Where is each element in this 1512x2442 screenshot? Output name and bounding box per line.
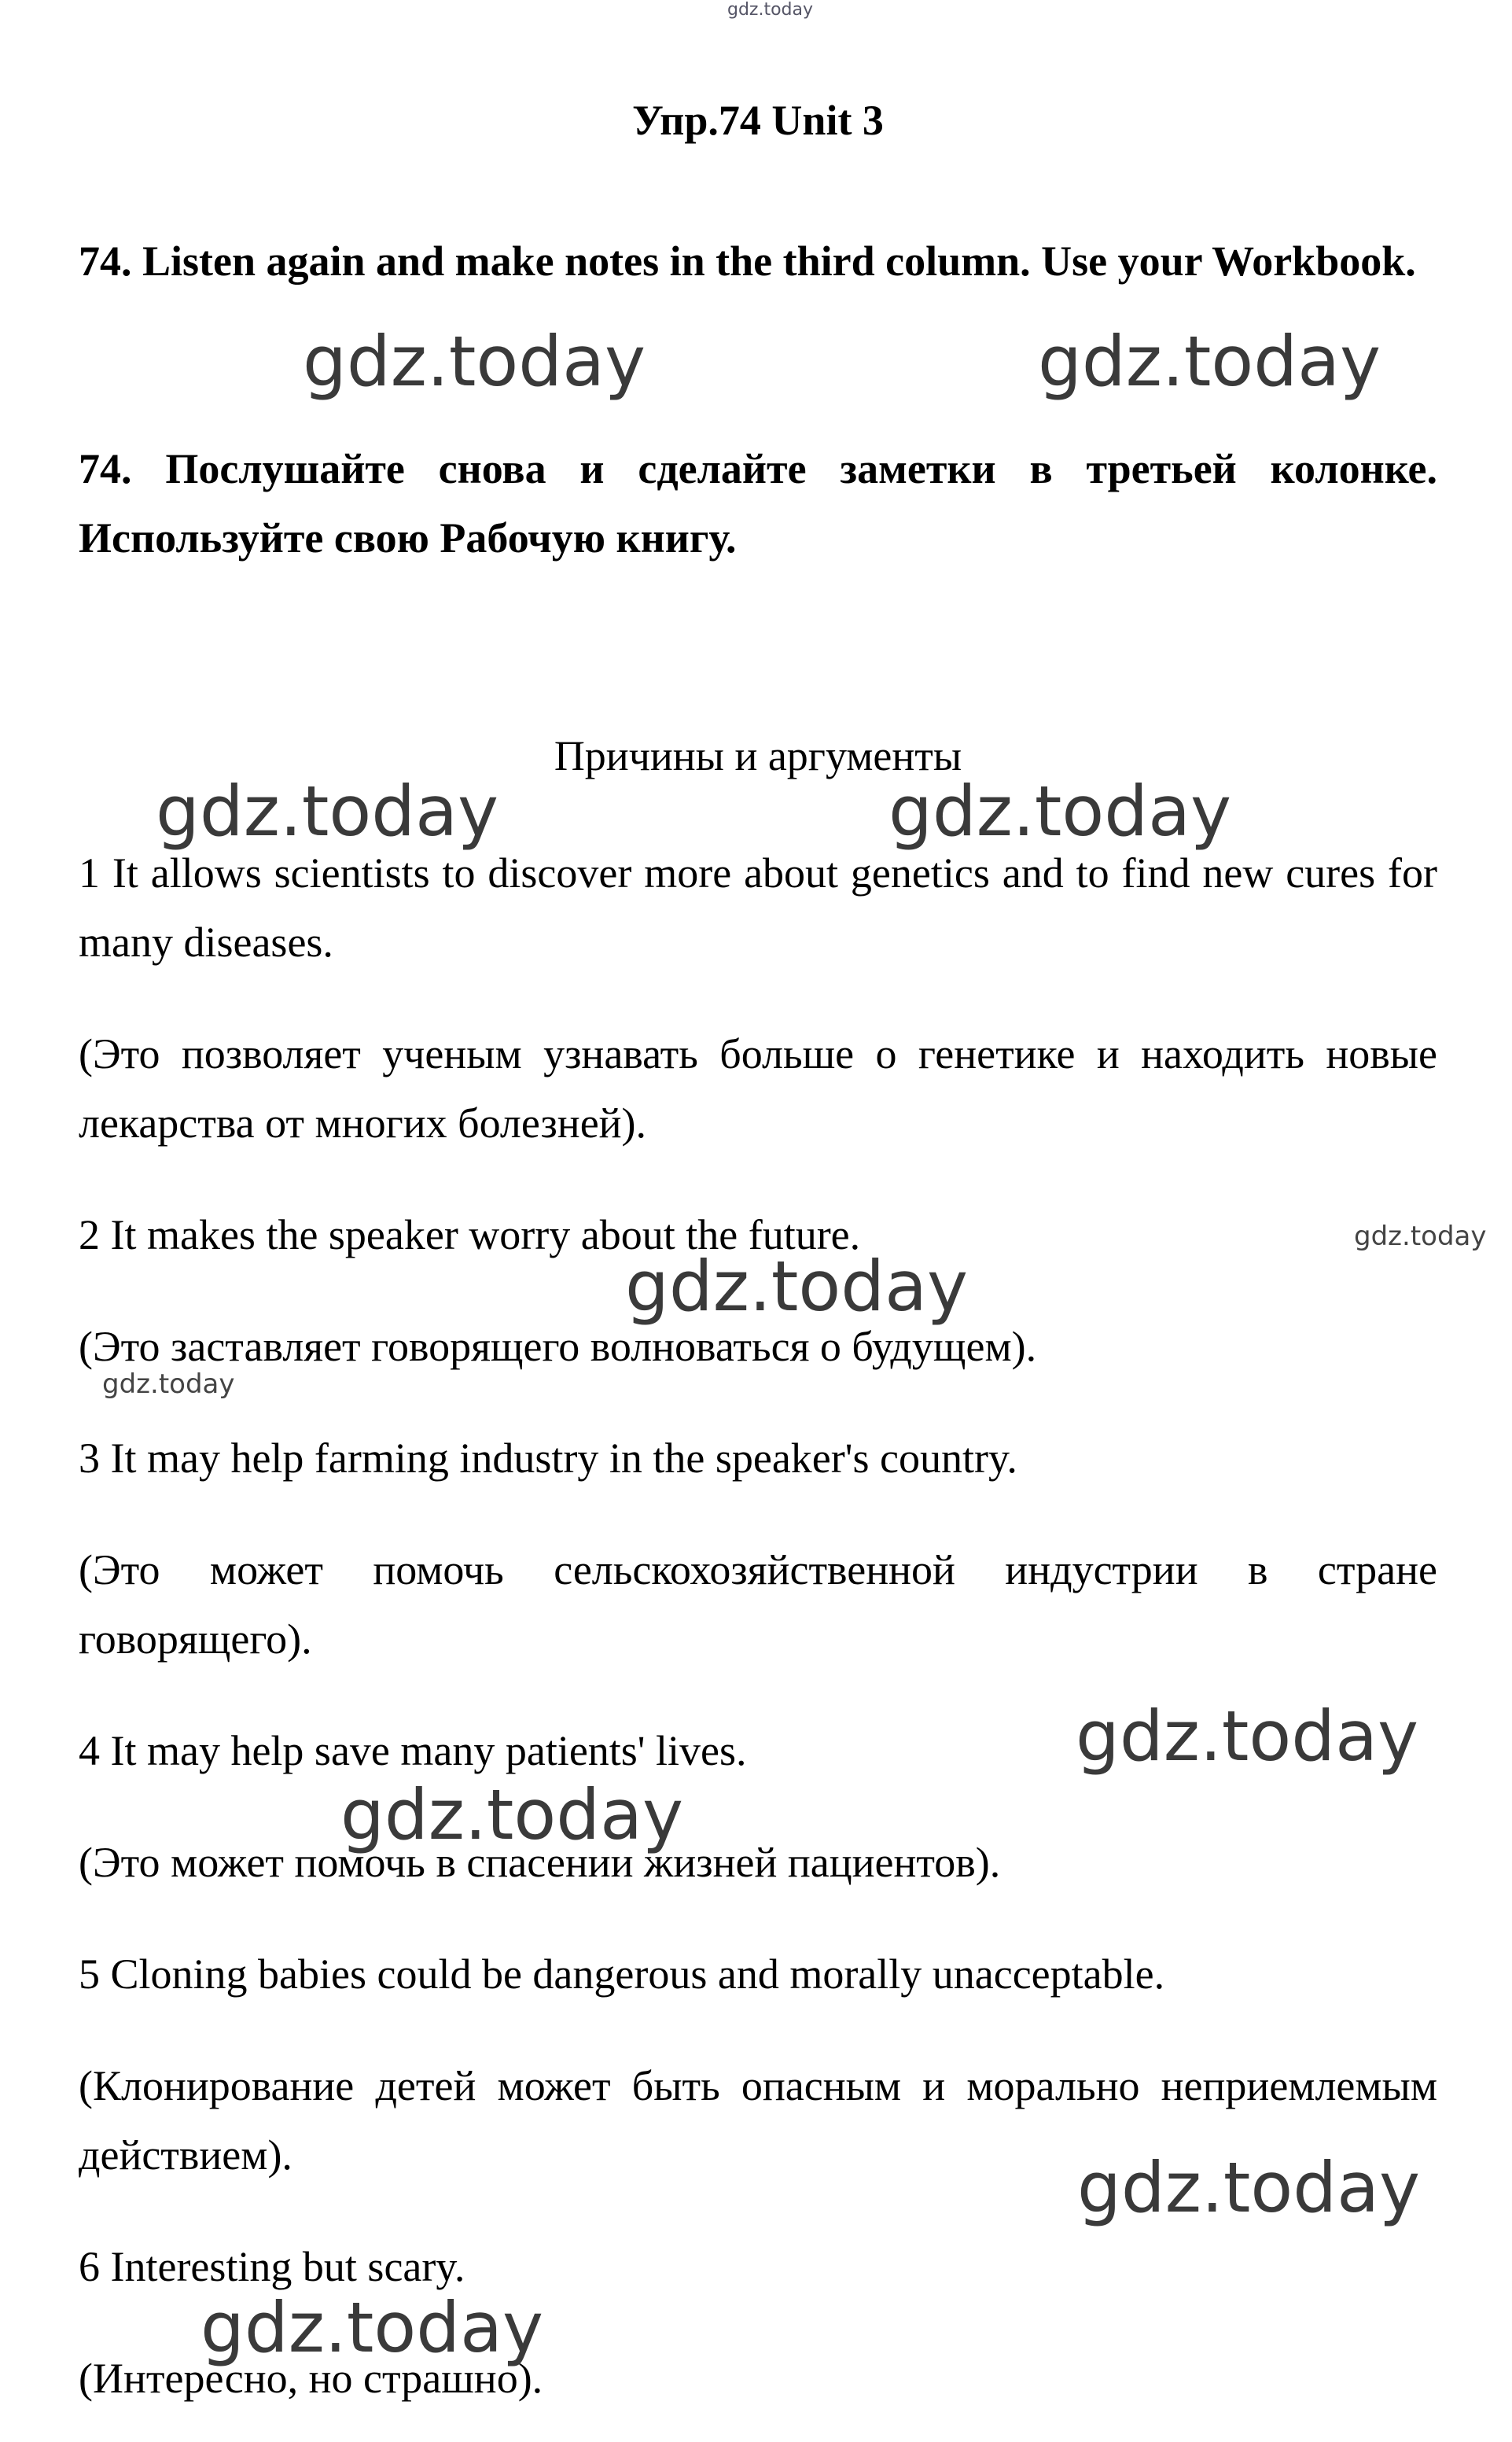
watermark-logo: gdz.today	[888, 771, 1232, 852]
watermark-logo: gdz.today	[156, 771, 499, 852]
item-5-russian: (Клонирование детей может быть опасным и морально неприемлемым действием).	[79, 2062, 1437, 2179]
watermark-logo: gdz.today	[1354, 1221, 1487, 1252]
item-4-english: 4 It may help save many patients' lives.	[79, 1727, 747, 1774]
item-5-english: 5 Cloning babies could be dangerous and morally unacceptable.	[79, 1950, 1165, 1998]
item-6-english: 6 Interesting but scary.	[79, 2243, 465, 2290]
item-3-russian: (Это может помочь сельскохозяйственной индустрии в стране говорящего).	[79, 1546, 1437, 1663]
watermark-logo: gdz.today	[625, 1246, 969, 1327]
watermark-logo: gdz.today	[102, 1368, 235, 1400]
item-3-english: 3 It may help farming industry in the speaker's country.	[79, 1435, 1017, 1482]
item-1-english: 1 It allows scientists to discover more about genetics and to find new cures for many diseases.	[79, 849, 1437, 966]
item-6-russian: (Интересно, но страшно).	[79, 2355, 543, 2402]
item-4-russian: (Это может помочь в спасении жизней пациентов).	[79, 1839, 1001, 1886]
item-2-english: 2 It makes the speaker worry about the future.	[79, 1211, 861, 1258]
task-russian: 74. Послушайте снова и сделайте заметки в третьей колонке. Используйте свою Рабочую книгу.	[79, 445, 1437, 562]
watermark-logo: gdz.today	[727, 0, 814, 20]
watermark-logo: gdz.today	[1038, 321, 1381, 402]
page-title: Упр.74 Unit 3	[632, 97, 884, 144]
section-heading: Причины и аргументы	[554, 732, 962, 779]
item-2-russian: (Это заставляет говорящего волноваться о будущем).	[79, 1323, 1037, 1370]
document-page	[79, 0, 1437, 2442]
watermark-logo: gdz.today	[303, 321, 646, 402]
watermark-logo: gdz.today	[1077, 2147, 1421, 2228]
task-english: 74. Listen again and make notes in the third column. Use your Workbook.	[79, 238, 1416, 285]
watermark-logo: gdz.today	[340, 1774, 684, 1855]
item-1-russian: (Это позволяет ученым узнавать больше о генетике и находить новые лекарства от многих болезней).	[79, 1030, 1437, 1147]
watermark-logo: gdz.today	[1076, 1696, 1419, 1777]
watermark-logo: gdz.today	[200, 2287, 544, 2368]
